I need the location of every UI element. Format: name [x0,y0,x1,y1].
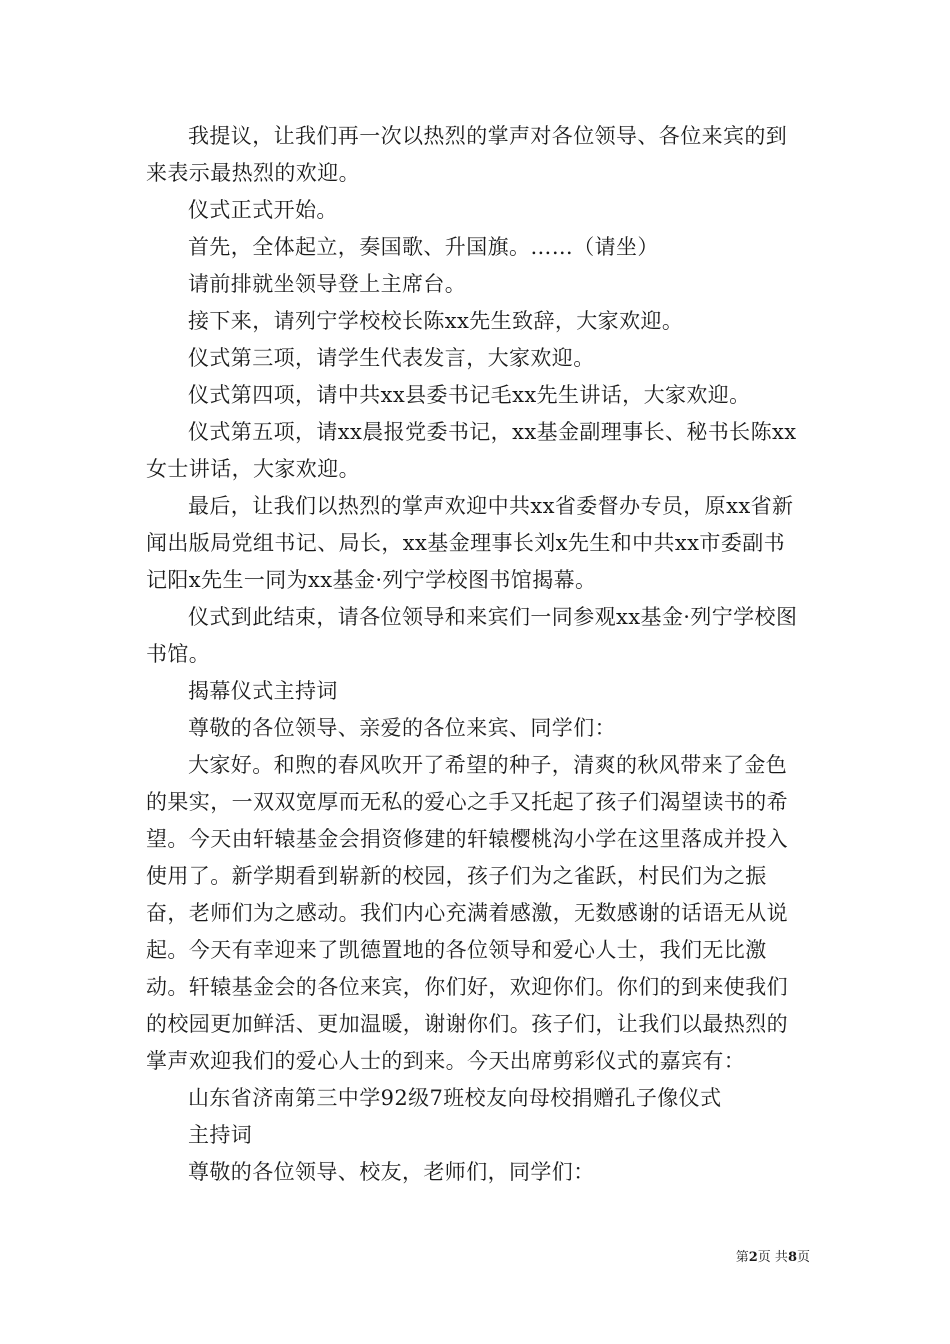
paragraph: 大家好。和煦的春风吹开了希望的种子，清爽的秋风带来了金色的果实，一双双宽厚而无私的爱心之手又托起了孩子们渴望读书的希望。今天由轩辕基金会捐资修建的轩辕樱桃沟小学在这里落成并投入使用了。新学期看到崭新的校园，孩子们为之雀跃，村民们为之振奋，老师们为之感动。我们内心充满着感激，无数感谢的话语无从说起。今天有幸迎来了凯德置地的各位领导和爱心人士，我们无比激动。轩辕基金会的各位来宾，你们好，欢迎你们。你们的到来使我们的校园更加鲜活、更加温暖，谢谢你们。孩子们，让我们以最热烈的掌声欢迎我们的爱心人士的到来。今天出席剪彩仪式的嘉宾有： [146,753,788,1073]
section-heading: 山东省济南第三中学92级7班校友向母校捐赠孔子像仪式 [188,1086,722,1110]
section-heading: 主持词 [188,1123,253,1147]
paragraph: 仪式第四项，请中共xx县委书记毛xx先生讲话，大家欢迎。 [188,383,751,407]
footer-middle: 页 共 [757,1250,788,1265]
paragraph: 首先，全体起立，奏国歌、升国旗。……（请坐） [188,235,659,259]
page-footer [690,1250,810,1266]
paragraph: 仪式第三项，请学生代表发言，大家欢迎。 [188,346,595,370]
footer-prefix: 第 [735,1250,749,1265]
salutation: 尊敬的各位领导、亲爱的各位来宾、同学们： [188,716,616,740]
current-page-number: 2 [748,1250,758,1265]
footer-suffix: 页 [796,1250,810,1265]
paragraph: 最后，让我们以热烈的掌声欢迎中共xx省委督办专员，原xx省新闻出版局党组书记、局长，xx基金理事长刘x先生和中共xx市委副书记阳x先生一同为xx基金·列宁学校图书馆揭幕。 [146,494,794,592]
paragraph: 请前排就坐领导登上主席台。 [188,272,467,296]
paragraph: 仪式到此结束，请各位领导和来宾们一同参观xx基金·列宁学校图书馆。 [146,605,798,666]
paragraph: 仪式第五项，请xx晨报党委书记，xx基金副理事长、秘书长陈xx女士讲话，大家欢迎。 [146,420,797,481]
section-heading: 揭幕仪式主持词 [188,679,338,703]
paragraph: 我提议，让我们再一次以热烈的掌声对各位领导、各位来宾的到来表示最热烈的欢迎。 [146,124,788,185]
salutation: 尊敬的各位领导、校友，老师们，同学们： [188,1160,595,1184]
total-page-number: 8 [787,1250,797,1265]
paragraph: 仪式正式开始。 [188,198,338,222]
document-body [146,118,806,1191]
paragraph: 接下来，请列宁学校校长陈xx先生致辞，大家欢迎。 [188,309,684,333]
